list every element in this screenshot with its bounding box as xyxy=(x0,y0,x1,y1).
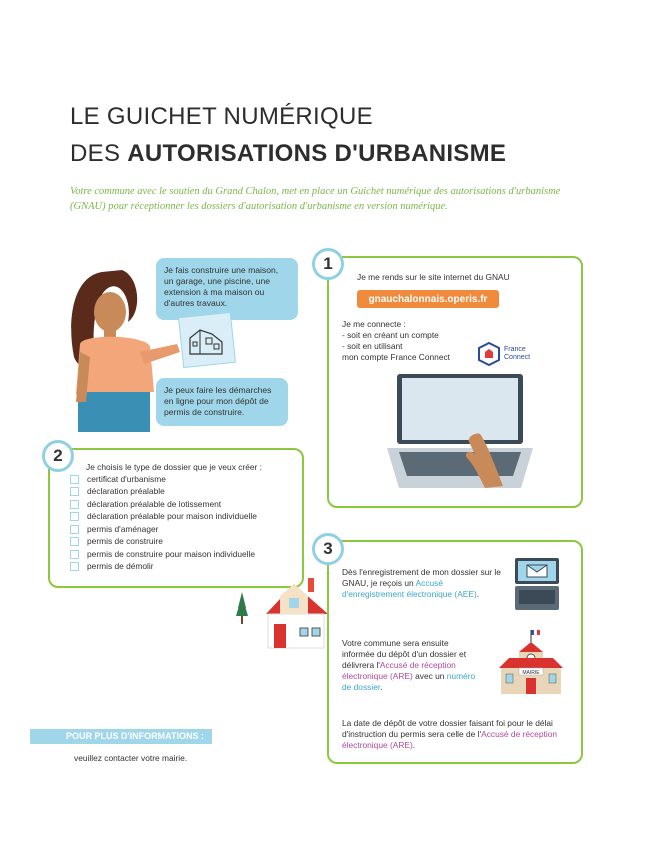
option-permis-amenager[interactable] xyxy=(70,523,257,536)
option-declaration-lotissement[interactable] xyxy=(70,498,257,511)
step-2-intro: Je choisis le type de dossier que je veux créer : xyxy=(86,462,262,472)
france-connect-logo xyxy=(478,342,530,366)
speech-bubble-bottom-text: Je peux faire les démarches en ligne pour mon dépôt de permis de construire. xyxy=(164,385,272,417)
title-line-2-prefix: DES xyxy=(70,140,128,167)
p2-numero-dossier: numéro de dossier xyxy=(342,671,476,692)
option-permis-demolir[interactable] xyxy=(70,561,257,574)
checkbox-icon[interactable] xyxy=(70,475,79,484)
mairie-building-icon xyxy=(497,628,565,696)
mail-laptop-icon xyxy=(513,556,561,612)
step-1-line1: Je me rends sur le site internet du GNAU xyxy=(357,272,510,282)
option-label: permis de construire pour maison individuelle xyxy=(87,548,256,559)
step-1-number: 1 xyxy=(312,248,344,280)
checkbox-icon[interactable] xyxy=(70,500,79,509)
title-line-1: LE GUICHET NUMÉRIQUE xyxy=(70,103,373,130)
mairie-label: MAIRIE xyxy=(522,670,540,676)
option-permis-construire[interactable] xyxy=(70,536,257,549)
option-label: permis d'aménager xyxy=(87,523,159,534)
option-label: déclaration préalable xyxy=(87,486,165,497)
option-certificat[interactable] xyxy=(70,473,257,486)
checkbox-icon[interactable] xyxy=(70,487,79,496)
option-declaration[interactable] xyxy=(70,486,257,499)
option-label: déclaration préalable de lotissement xyxy=(87,498,222,509)
checkbox-icon[interactable] xyxy=(70,525,79,534)
title-line-2-bold: AUTORISATIONS D'URBANISME xyxy=(127,140,507,167)
checkbox-icon[interactable] xyxy=(70,512,79,521)
title-line-2 xyxy=(70,140,506,168)
step-3-paragraph-2 xyxy=(342,638,482,693)
info-title-band xyxy=(30,729,212,744)
option-permis-construire-maison[interactable] xyxy=(70,548,257,561)
p2-are: Accusé de réception électronique (ARE) xyxy=(342,660,456,681)
fc-line-1: France xyxy=(504,346,526,353)
p1-text-a: Dès l'enregistrement de mon dossier sur le GNAU, je reçois un xyxy=(342,567,501,588)
option-label: certificat d'urbanisme xyxy=(87,473,166,484)
p2-text-e: . xyxy=(380,682,383,692)
option-label: permis de construire xyxy=(87,536,163,547)
step-3-paragraph-3 xyxy=(342,718,562,751)
speech-bubble-top-text: Je fais construire une maison, un garage, une piscine, une extension à ma maison ou d'autres travaux. xyxy=(164,265,279,308)
step-2-number: 2 xyxy=(42,440,74,472)
p2-text-a: Votre commune sera ensuite informée du dépôt d'un dossier et délivrera l' xyxy=(342,638,467,670)
p1-text-c: . xyxy=(476,589,480,599)
p1-aee: Accusé d'enregistrement électronique (AEE) xyxy=(342,578,477,599)
connect-option-3: mon compte France Connect xyxy=(342,352,450,362)
connect-title: Je me connecte : xyxy=(342,319,406,329)
option-label: permis de démolir xyxy=(87,561,154,572)
step-3-paragraph-1 xyxy=(342,567,507,600)
connect-option-2: - soit en utilisant xyxy=(342,341,403,351)
speech-bubble-top xyxy=(156,258,298,320)
info-title: POUR PLUS D'INFORMATIONS : xyxy=(66,731,204,741)
fc-line-2: Connect xyxy=(504,354,531,361)
france-connect-icon xyxy=(478,342,500,366)
p3-text-a: La date de dépôt de votre dossier faisant foi pour le délai d'instruction du permis sera celle de l' xyxy=(342,718,553,739)
checkbox-icon[interactable] xyxy=(70,562,79,571)
checkbox-icon[interactable] xyxy=(70,550,79,559)
connect-option-1: - soit en créant un compte xyxy=(342,330,439,340)
laptop-illustration xyxy=(385,372,535,490)
p3-are: Accusé de réception électronique (ARE) xyxy=(342,729,558,750)
intro-text: Votre commune avec le soutien du Grand Chalon, met en place un Guichet numérique des autorisations d'urbanisme (GNAU) pour réceptionner les dossiers d'autorisation d'urbanisme en version numérique. xyxy=(70,186,561,212)
dossier-type-list xyxy=(70,473,257,573)
info-text: veuillez contacter votre mairie. xyxy=(74,753,188,763)
house-sketch-icon xyxy=(178,312,236,368)
option-declaration-maison[interactable] xyxy=(70,511,257,524)
step-3-number: 3 xyxy=(312,533,344,565)
gnau-url-link[interactable]: gnauchalonnais.operis.fr xyxy=(357,290,499,308)
p3-text-c: . xyxy=(412,740,416,750)
house-illustration xyxy=(228,574,338,654)
checkbox-icon[interactable] xyxy=(70,537,79,546)
option-label: déclaration préalable pour maison individuelle xyxy=(87,511,257,522)
p2-text-c: avec un xyxy=(412,671,447,681)
step-1-connect xyxy=(342,319,450,363)
speech-bubble-bottom xyxy=(156,378,288,426)
